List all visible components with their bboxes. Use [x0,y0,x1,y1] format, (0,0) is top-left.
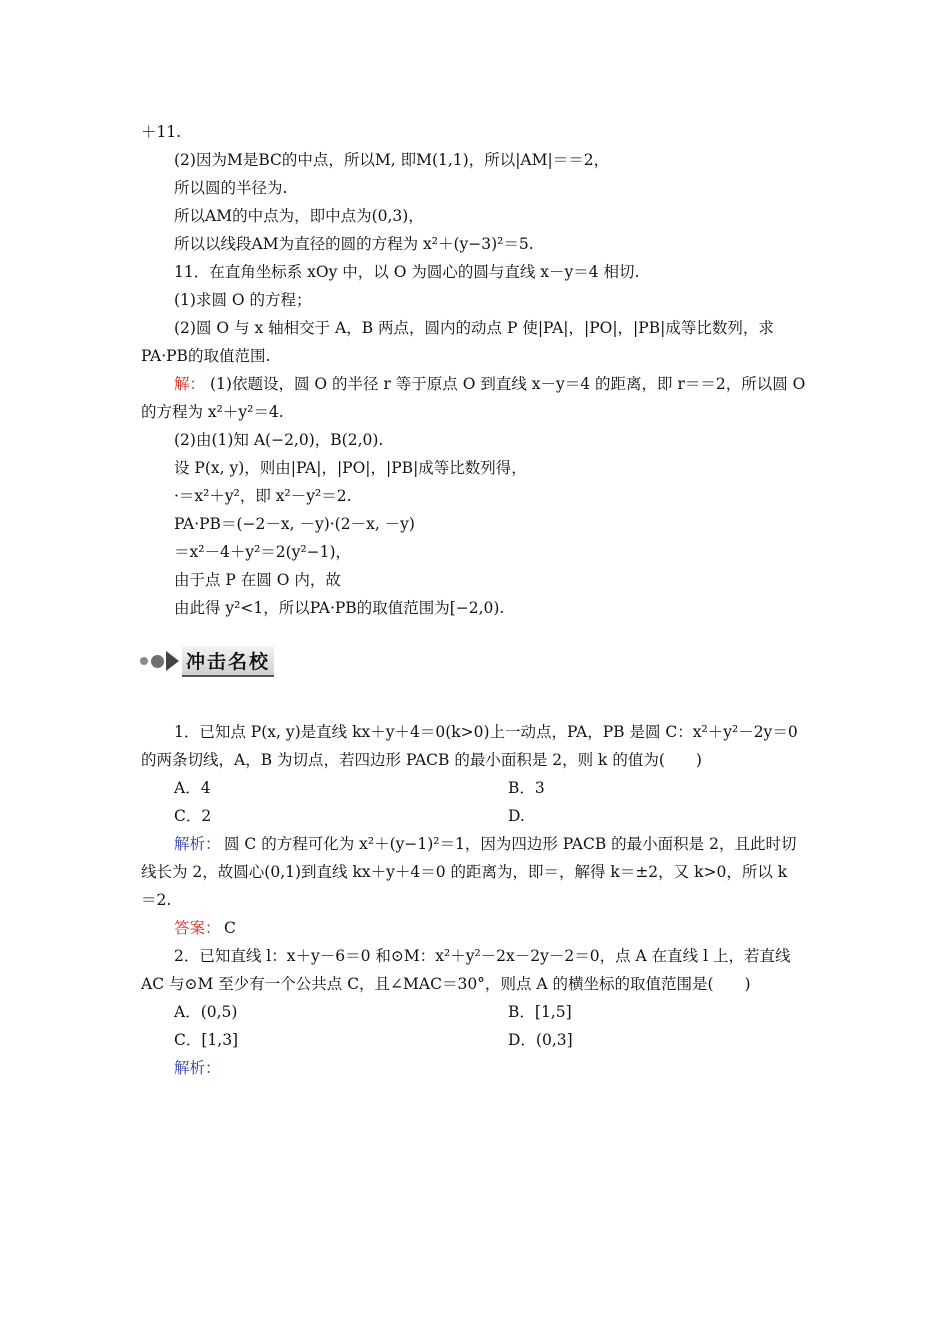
text-line: 11．在直角坐标系 xOy 中，以 O 为圆心的圆与直线 x－y＝4 相切. [174,263,640,281]
text-line: B．[1,5] [508,1003,572,1021]
arrow-icon [166,651,179,671]
text-line: A．4 [174,779,211,797]
text-line: 由于点 P 在圆 O 内，故 [174,571,341,589]
text-line: ＋11. [141,123,182,141]
text-line: ＝x²－4＋y²＝2(y²−1)， [174,543,352,561]
text-line: 1．已知点 P(x, y)是直线 kx＋y＋4＝0(k>0)上一动点，PA，PB 是圆 C：x²＋y²－2y＝0 [174,723,798,741]
text-line: 的两条切线，A，B 为切点，若四边形 PACB 的最小面积是 2，则 k 的值为( ) [141,751,702,769]
text-line: (2)由(1)知 A(−2,0)，B(2,0). [174,431,384,449]
section-banner [140,648,274,674]
text-line: D. [508,807,525,825]
text-line: (2)圆 O 与 x 轴相交于 A，B 两点，圆内的动点 P 使|PA|，|PO|，|PB|成等比数列，求 [174,319,774,337]
text-line: 所以AM的中点为，即中点为(0,3)， [174,207,424,225]
text-line: ·＝x²＋y²，即 x²－y²＝2. [174,487,352,505]
text-line: 由此得 y²<1，所以PA·PB的取值范围为[−2,0). [174,599,505,617]
text-line: ＝2. [141,891,172,909]
text-line: C [224,919,236,937]
text-line: PA·PB的取值范围. [141,347,271,365]
text-line: PA·PB＝(−2－x, －y)·(2－x, －y) [174,515,415,533]
analysis-label-2: 解析： [174,1059,221,1077]
text-line: 所以以线段AM为直径的圆的方程为 x²＋(y−3)²＝5. [174,235,534,253]
text-line: (1)求圆 O 的方程； [174,291,312,309]
text-line: B．3 [508,779,545,797]
text-line: 圆 C 的方程可化为 x²＋(y−1)²＝1，因为四边形 PACB 的最小面积是 2，且此时切 [224,835,797,853]
solution-label: 解： [174,375,206,393]
answer-label: 答案： [174,919,221,937]
text-line: 所以圆的半径为. [174,179,288,197]
text-line: C．[1,3] [174,1031,239,1049]
text-line: (1)依题设，圆 O 的半径 r 等于原点 O 到直线 x－y＝4 的距离，即 r＝＝2，所以圆 O [210,375,806,393]
small-dot-icon [140,657,148,665]
large-dot-icon [151,655,164,668]
text-line: D．(0,3] [508,1031,573,1049]
text-line: 设 P(x, y)，则由|PA|，|PO|，|PB|成等比数列得， [174,459,527,477]
text-line: 线长为 2，故圆心(0,1)到直线 kx＋y＋4＝0 的距离为，即＝，解得 k＝±2，又 k>0，所以 k [141,863,788,881]
text-line: AC 与⊙M 至少有一个公共点 C，且∠MAC＝30°，则点 A 的横坐标的取值范围是( ) [141,975,751,993]
text-line: (2)因为M是BC的中点，所以M, 即M(1,1)，所以|AM|＝＝2， [174,151,610,169]
text-line: C．2 [174,807,212,825]
text-line: 的方程为 x²＋y²＝4. [141,403,284,421]
text-line: 2．已知直线 l：x＋y－6＝0 和⊙M：x²＋y²－2x－2y－2＝0，点 A 在直线 l 上，若直线 [174,947,791,965]
analysis-label: 解析： [174,835,221,853]
text-line: A．(0,5) [174,1003,238,1021]
section-title: 冲击名校 [182,646,274,677]
